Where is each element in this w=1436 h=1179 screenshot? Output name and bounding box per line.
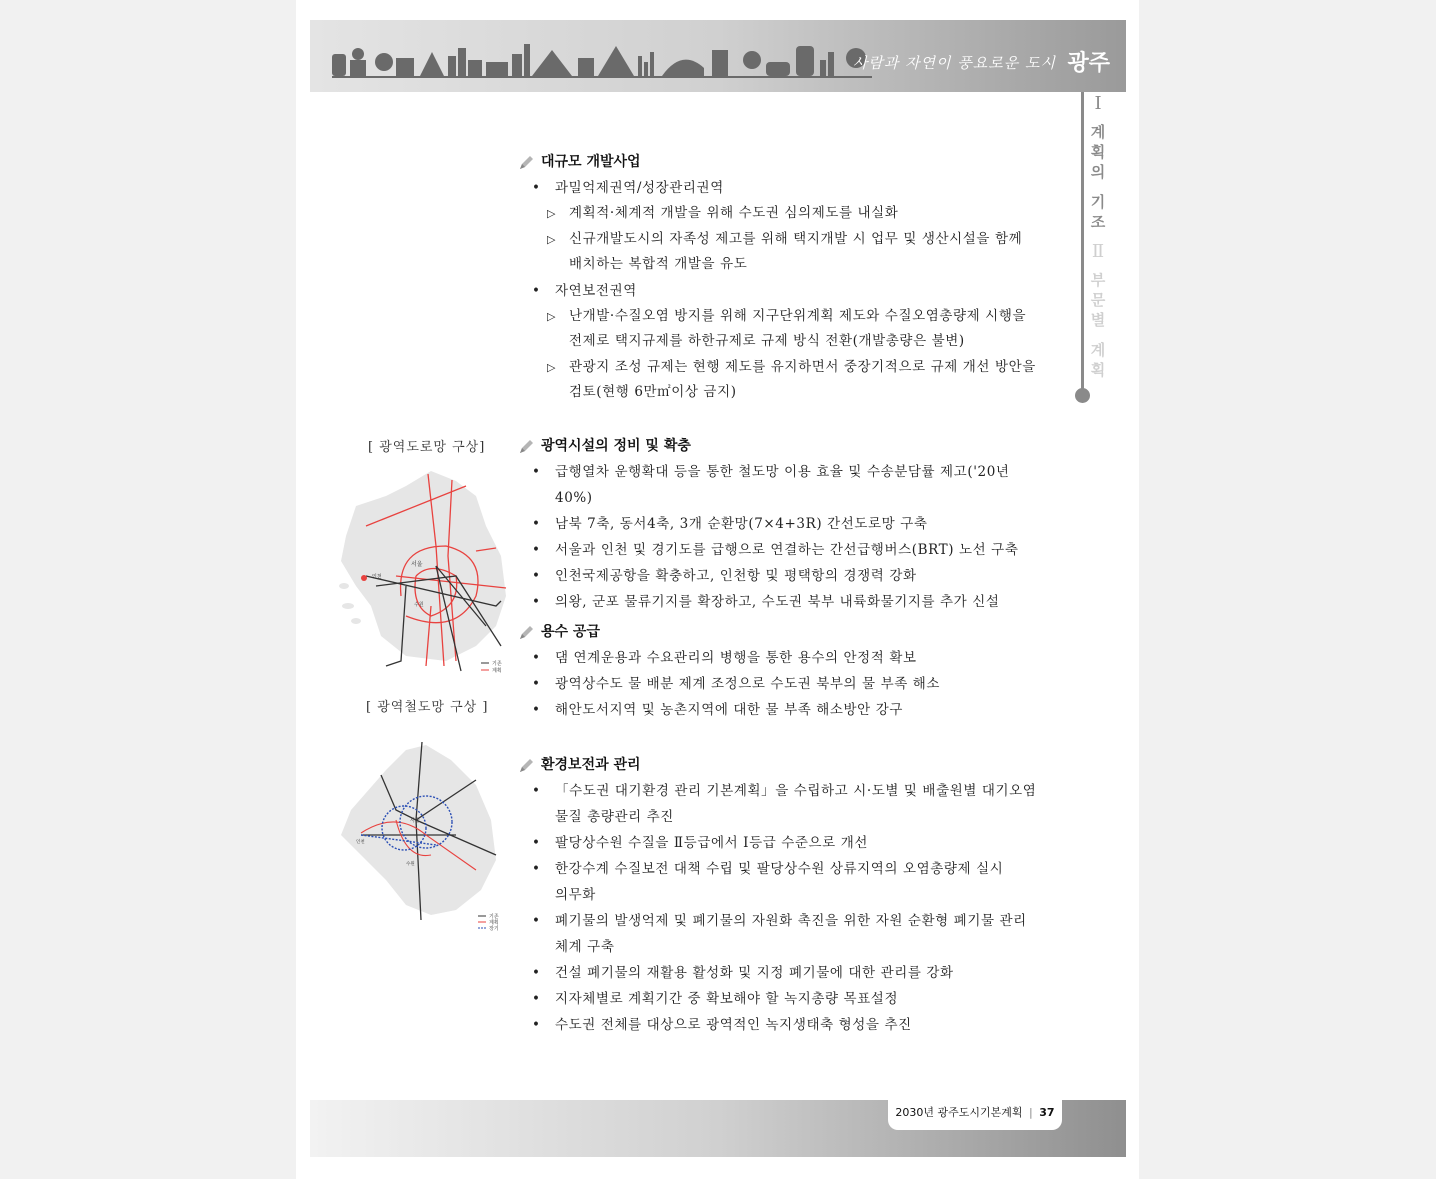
triangle-bullet-icon: ▷ [547,309,557,323]
list-item [518,537,1038,563]
list-item-line: 급행열차 운행확대 등을 통한 철도망 이용 효율 및 수송분담률 제고('20년 40%) [555,464,1010,506]
section-1 [518,149,1038,406]
sub-item [518,355,1038,406]
chapter-nav-char: 의 [1090,163,1106,181]
pencil-icon [518,624,534,640]
bullet-icon: • [532,650,541,666]
bullet-icon: • [532,913,541,929]
list-item-line: 해안도서지역 및 농촌지역에 대한 물 부족 해소방안 강구 [555,702,903,718]
chapter-nav-char: 계 [1090,341,1106,359]
bullet-icon: • [532,991,541,1007]
bullet-icon: • [532,835,541,851]
section-2 [518,433,1038,615]
list-item [518,856,1038,908]
bullet-icon: • [532,594,541,610]
rail-label-incheon: 인천 [356,840,365,845]
sub-item-line: 난개발·수질오염 방지를 위해 지구단위계획 제도와 수질오염총량제 시행을 [569,307,1027,324]
pencil-icon [518,438,534,454]
bullet-icon: • [532,676,541,692]
list-item-line: 체계 구축 [555,939,615,955]
list-item-line: 폐기물의 발생억제 및 폐기물의 자원화 촉진을 위한 자원 순환형 폐기물 관리 [555,913,1027,929]
section-heading [518,752,1038,778]
list-item-line: 팔당상수원 수질을 Ⅱ등급에서 Ⅰ등급 수준으로 개선 [555,835,868,851]
section-heading [518,149,1038,175]
bullet-icon: • [532,542,541,558]
list-item-line: 지자체별로 계획기간 중 확보해야 할 녹지총량 목표설정 [555,991,899,1007]
chapter-nav-char: 획 [1090,143,1106,161]
list-item-text: 자연보전권역 [555,282,637,299]
list-item-line: 인천국제공항을 확충하고, 인천항 및 평택항의 경쟁력 강화 [555,568,917,584]
list-item-line: 댐 연계운용과 수요관리의 병행을 통한 용수의 안정적 확보 [555,650,917,666]
list-item-line: 「수도권 대기환경 관리 기본계획」을 수립하고 시·도별 및 배출원별 대기오염 [555,783,1037,799]
rail-label-suwon: 수원 [406,862,415,867]
bullet-icon: • [532,568,541,584]
rail-legend-existing: 기존 [489,914,499,920]
rail-legend-longterm: 장기 [489,926,499,932]
pencil-icon [518,757,534,773]
list-item [518,459,1038,511]
road-map-caption: [ 광역도로망 구상] [368,440,486,455]
city-skyline-illustration [332,38,872,82]
list-item [518,697,1038,723]
sub-item-line: 전제로 택지규제를 하한규제로 규제 방식 전환(개발총량은 불변) [569,333,965,349]
legend-existing: 기존 [492,661,502,667]
bullet-icon: • [532,861,541,877]
chapter-nav-char: 문 [1090,291,1106,309]
chapter-nav-dot [1075,388,1090,403]
list-item-line: 의무화 [555,887,596,903]
sub-item-line: 배치하는 복합적 개발을 유도 [569,256,748,272]
sub-item [518,227,1038,278]
bullet-icon: • [532,702,541,718]
chapter-nav-char: 별 [1090,311,1106,329]
sub-item-line: 검토(현행 6만㎡이상 금지) [569,384,737,400]
bullet-icon: • [532,282,541,299]
pencil-icon [518,154,534,170]
triangle-bullet-icon: ▷ [547,360,557,374]
list-item [518,830,1038,856]
section-4 [518,752,1038,1038]
map-label-seoul: 서울 [411,561,423,568]
rail-map-caption: [ 광역철도망 구상 ] [366,700,489,715]
bullet-icon: • [532,965,541,981]
rail-network-map [336,740,506,935]
bullet-icon: • [532,464,541,480]
list-item [518,563,1038,589]
section-title: 용수 공급 [541,624,600,640]
list-item [518,645,1038,671]
list-item [518,589,1038,615]
section-title: 광역시설의 정비 및 확충 [541,438,691,454]
chapter-nav-char: Ⅰ [1094,93,1102,114]
section-3 [518,619,1038,723]
list-item-line: 서울과 인천 및 경기도를 급행으로 연결하는 간선급행버스(BRT) 노선 구축 [555,542,1019,558]
list-item [518,1012,1038,1038]
list-item [518,671,1038,697]
list-item-line: 의왕, 군포 물류기지를 확장하고, 수도권 북부 내륙화물기지를 추가 신설 [555,594,1000,610]
list-item-line: 수도권 전체를 대상으로 광역적인 녹지생태축 형성을 추진 [555,1017,912,1033]
sub-item [518,304,1038,355]
chapter-nav-char: 획 [1090,361,1106,379]
page-header-banner [310,20,1126,92]
list-item [518,278,1038,304]
footer-doc-title: 2030년 광주도시기본계획 [895,1106,1023,1119]
sub-item-line: 계획적·체계적 개발을 위해 수도권 심의제도를 내실화 [569,205,899,221]
list-item [518,960,1038,986]
bullet-icon: • [532,516,541,532]
section-title: 대규모 개발사업 [541,154,641,170]
bullet-icon: • [532,1017,541,1033]
list-item-line: 남북 7축, 동서4축, 3개 순환망(7×4+3R) 간선도로망 구축 [555,516,928,532]
chapter-nav-char: 계 [1090,123,1106,141]
list-item-line: 건설 폐기물의 재활용 활성화 및 지정 폐기물에 대한 관리를 강화 [555,965,954,981]
list-item [518,175,1038,201]
sub-item-line: 신규개발도시의 자족성 제고를 위해 택지개발 시 업무 및 생산시설을 함께 [569,230,1023,247]
triangle-bullet-icon: ▷ [547,232,557,246]
list-item [518,986,1038,1012]
rail-label-seoul: 서울 [410,818,420,824]
rail-legend-planned: 계획 [489,920,499,926]
list-item-text: 과밀억제권역/성장관리권역 [555,180,724,196]
list-item [518,511,1038,537]
page-number: 37 [1039,1106,1055,1119]
header-city-name: 광주 [1067,51,1110,76]
list-item-line: 한강수계 수질보전 대책 수립 및 팔당상수원 상류지역의 오염총량제 실시 [555,861,1004,877]
header-slogan: 사람과 자연이 풍요로운 도시 [852,54,1056,72]
list-item-line: 물질 총량관리 추진 [555,809,674,825]
section-heading [518,433,1038,459]
road-network-map [336,466,516,676]
chapter-nav-char: 기 [1090,193,1106,211]
chapter-nav-char: 조 [1090,213,1106,231]
triangle-bullet-icon: ▷ [547,207,557,220]
map-label-incheon: 인천 [372,574,382,580]
list-item-line: 광역상수도 물 배분 제계 조정으로 수도권 북부의 물 부족 해소 [555,676,941,692]
section-title: 환경보전과 관리 [541,757,641,773]
legend-planned: 계획 [492,668,502,674]
chapter-nav-line [1081,92,1084,394]
sub-item-line: 관광지 조성 규제는 현행 제도를 유지하면서 중장기적으로 규제 개선 방안을 [569,358,1036,375]
list-item [518,778,1038,830]
bullet-icon: • [532,180,541,196]
bullet-icon: • [532,783,541,799]
list-item [518,908,1038,960]
footer-separator: | [1029,1106,1033,1119]
map-label-suwon: 수원 [414,602,424,608]
section-heading [518,619,1038,645]
footer-tab [888,1098,1062,1130]
sub-item [518,201,1038,227]
chapter-nav-char: 부 [1090,271,1106,289]
page-footer-banner [310,1100,1126,1157]
chapter-nav-char: Ⅱ [1091,241,1105,262]
